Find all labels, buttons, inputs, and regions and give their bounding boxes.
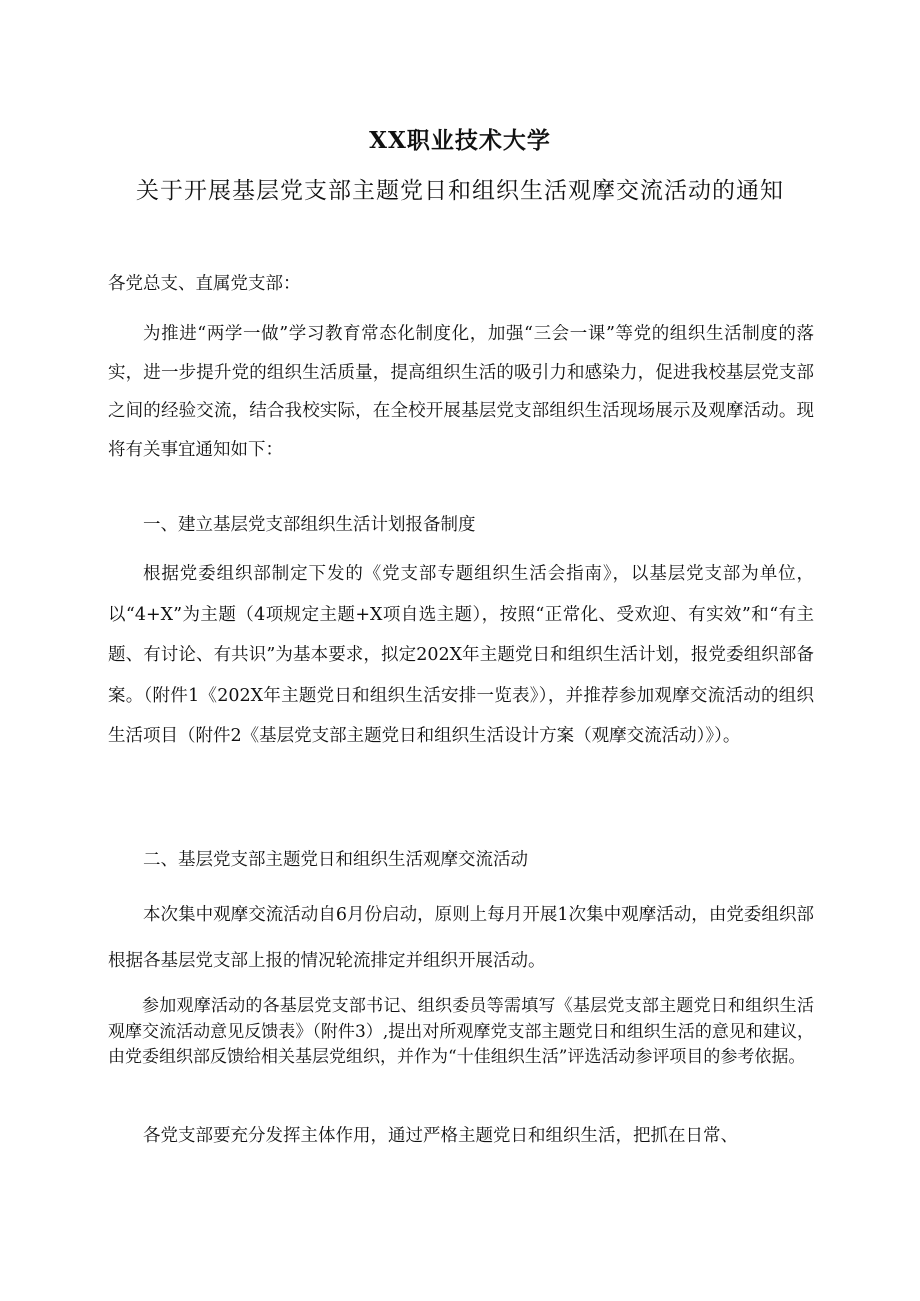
section-2-paragraph-2: 参加观摩活动的各基层党支部书记、组织委员等需填写《基层党支部主题党日和组织生活观摩交流活动意见反馈表》（附件3）,提出对所观摩党支部主题党日和组织生活的意见和建议，由党委组织部反馈给相关基层党组织，并作为“十佳组织生活”评选活动参评项目的参考依据。	[108, 996, 814, 1067]
section-2-paragraph-1: 本次集中观摩交流活动自6月份启动，原则上每月开展1次集中观摩活动，由党委组织部根据各基层党支部上报的情况轮流排定并组织开展活动。	[108, 905, 814, 971]
section-heading-1: 一、建立基层党支部组织生活计划报备制度	[143, 515, 476, 535]
document-title: XX职业技术大学	[369, 127, 551, 154]
section-heading-2: 二、基层党支部主题党日和组织生活观摩交流活动	[143, 850, 528, 870]
intro-paragraph: 为推进“两学一做”学习教育常态化制度化，加强“三会一课”等党的组织生活制度的落实，进一步提升党的组织生活质量，提高组织生活的吸引力和感染力，促进我校基层党支部之间的经验交流，结合我校实际，在全校开展基层党支部组织生活现场展示及观摩活动。现将有关事宜通知如下：	[108, 324, 814, 460]
document-subtitle: 关于开展基层党支部主题党日和组织生活观摩交流活动的通知	[136, 178, 784, 204]
section-2-paragraph-3: 各党支部要充分发挥主体作用，通过严格主题党日和组织生活，把抓在日常、	[143, 1126, 738, 1146]
salutation: 各党总支、直属党支部：	[108, 274, 301, 294]
section-1-paragraph: 根据党委组织部制定下发的《党支部专题组织生活会指南》，以基层党支部为单位，以“4+X”为主题（4项规定主题+X项自选主题），按照“正常化、受欢迎、有实效”和“有主题、有讨论、有共识”为基本要求，拟定202X年主题党日和组织生活计划，报党委组织部备案。（附件1《202X年主题党日和组织生活安排一览表》），并推荐参加观摩交流活动的组织生活项目（附件2《基层党支部主题党日和组织生活设计方案（观摩交流活动）》）。	[108, 564, 814, 746]
